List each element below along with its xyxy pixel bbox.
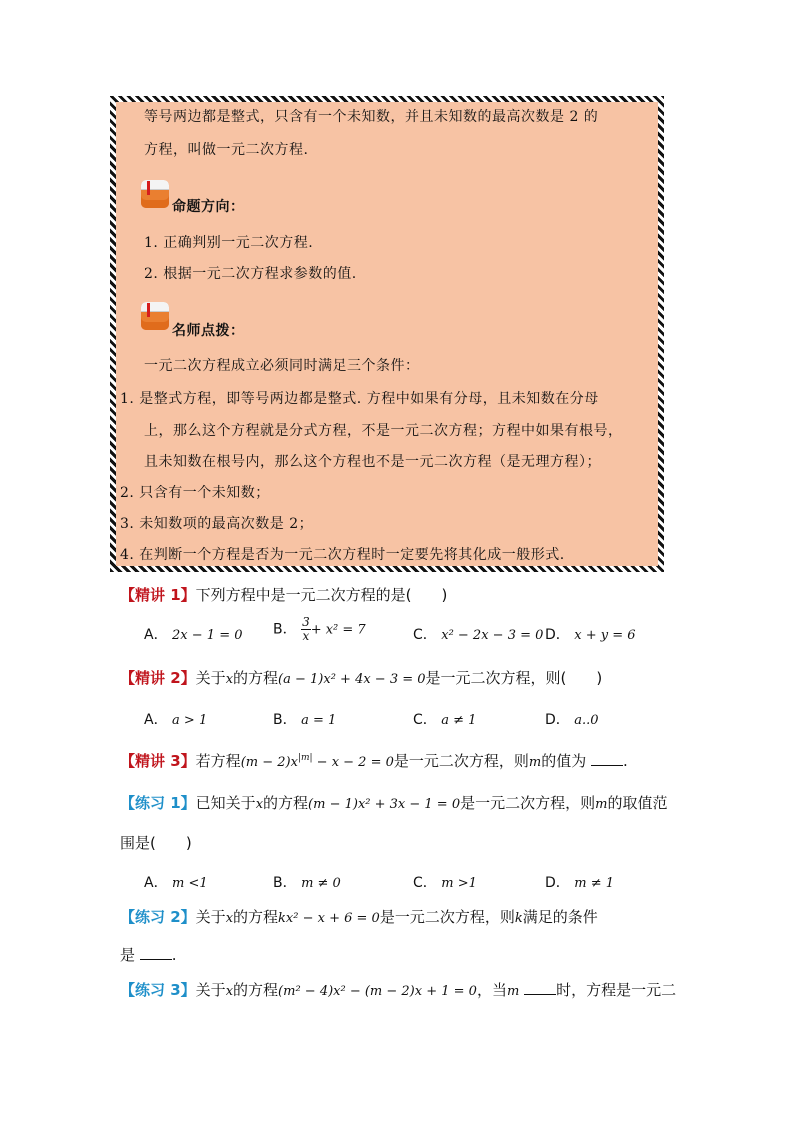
answer-blank[interactable] bbox=[524, 980, 556, 995]
q1-option-a[interactable]: A． 2x − 1 = 0 bbox=[144, 627, 243, 643]
tip-4: 4. 在判断一个方程是否为一元二次方程时一定要先将其化成一般形式. bbox=[120, 547, 565, 563]
question-1 bbox=[120, 584, 447, 605]
p1-option-a[interactable]: A． m <1 bbox=[144, 875, 208, 891]
q1-option-b[interactable]: B． $\frac{3}{x}$ + x² = 7 bbox=[273, 615, 366, 643]
q2-option-b[interactable]: B． a = 1 bbox=[273, 712, 337, 728]
practice-3: 【练习 3】关于x的方程(m² − 4)x² − (m − 2)x + 1 = 0，当m 时，方程是一元二 bbox=[120, 981, 677, 999]
tip-1-line-1: 1. 是整式方程，即等号两边都是整式. 方程中如果有分母，且未知数在分母 bbox=[120, 391, 599, 407]
answer-blank[interactable] bbox=[591, 751, 623, 766]
question-text: 下列方程中是一元二次方程的是( ) bbox=[195, 586, 448, 604]
heading-tips: 名师点拨： bbox=[172, 323, 245, 339]
p1-option-c[interactable]: C． m >1 bbox=[413, 875, 477, 891]
p1-option-b[interactable]: B． m ≠ 0 bbox=[273, 875, 341, 891]
practice-2-line-2: 是 . bbox=[120, 946, 177, 964]
tip-3: 3. 未知数项的最高次数是 2； bbox=[120, 516, 314, 532]
q2-option-c[interactable]: C． a ≠ 1 bbox=[413, 712, 477, 728]
intro-line-2: 方程，叫做一元二次方程. bbox=[144, 142, 309, 158]
q1-option-c[interactable]: C． x² − 2x − 3 = 0 bbox=[413, 627, 544, 643]
notebook-icon bbox=[141, 180, 169, 208]
q2-option-a[interactable]: A． a > 1 bbox=[144, 712, 208, 728]
notebook-icon bbox=[141, 302, 169, 330]
practice-1-line-2: 围是( ) bbox=[120, 834, 192, 852]
question-tag: 【精讲 1】 bbox=[120, 586, 196, 604]
p1-option-d[interactable]: D． m ≠ 1 bbox=[545, 875, 614, 891]
direction-item-1: 1. 正确判别一元二次方程. bbox=[144, 235, 314, 251]
tip-1-line-2: 上，那么这个方程就是分式方程，不是一元二次方程；方程中如果有根号， bbox=[144, 423, 623, 439]
q1-option-d[interactable]: D． x + y = 6 bbox=[545, 627, 636, 643]
question-3: 【精讲 3】若方程$(m - 2)x^{|m|} - x - 2 = 0$是一元二次方程，则m的值为 . bbox=[120, 752, 628, 770]
answer-blank[interactable] bbox=[140, 945, 172, 960]
tip-intro: 一元二次方程成立必须同时满足三个条件： bbox=[144, 358, 420, 374]
tip-1-line-3: 且未知数在根号内，那么这个方程也不是一元二次方程（是无理方程）； bbox=[144, 454, 601, 470]
question-2: 【精讲 2】关于x的方程(a − 1)x² + 4x − 3 = 0是一元二次方程，则( ) bbox=[120, 669, 603, 687]
tip-2: 2. 只含有一个未知数； bbox=[120, 485, 270, 501]
direction-item-2: 2. 根据一元二次方程求参数的值. bbox=[144, 266, 357, 282]
heading-direction: 命题方向： bbox=[172, 199, 245, 215]
practice-1: 【练习 1】已知关于x的方程(m − 1)x² + 3x − 1 = 0是一元二次方程，则m的取值范 bbox=[120, 794, 668, 812]
practice-2: 【练习 2】关于x的方程kx² − x + 6 = 0是一元二次方程，则k满足的条件 bbox=[120, 908, 598, 926]
q2-option-d[interactable]: D． a..0 bbox=[545, 712, 599, 728]
intro-line-1: 等号两边都是整式，只含有一个未知数，并且未知数的最高次数是 2 的 bbox=[144, 109, 599, 125]
